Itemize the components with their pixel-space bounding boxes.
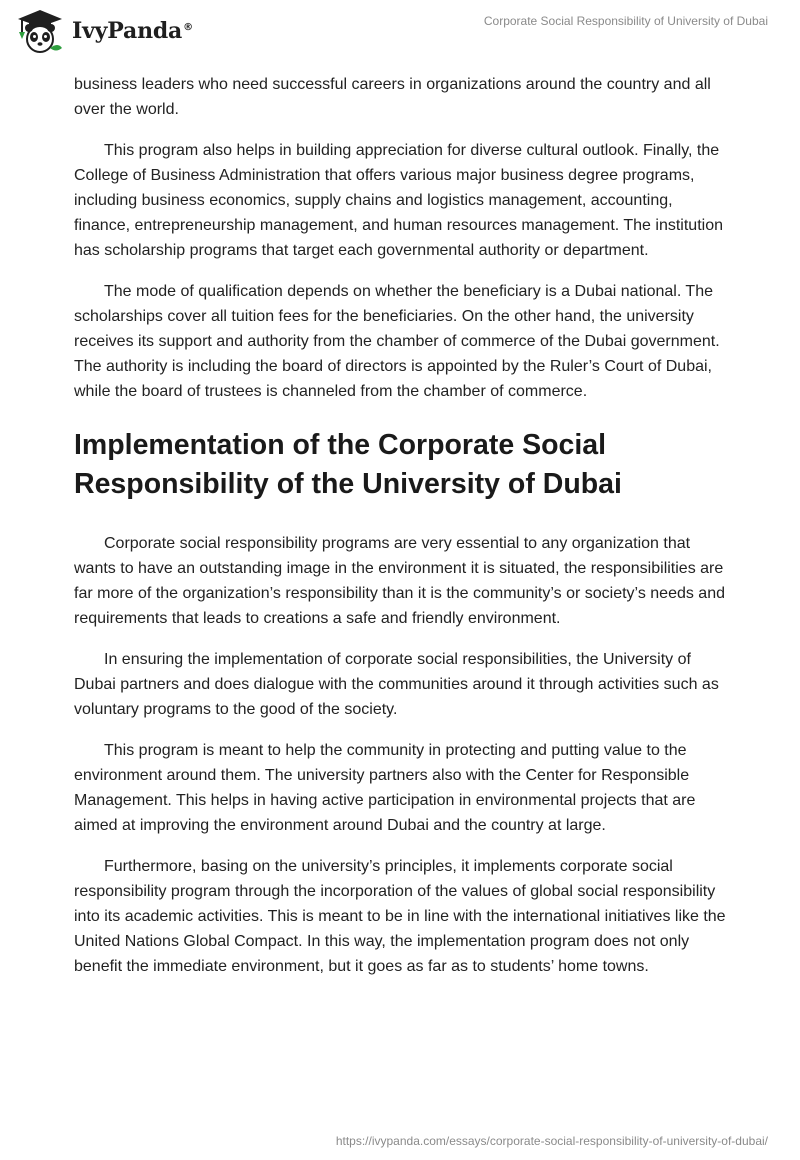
paragraph: This program also helps in building appreciation for diverse cultural outlook. Finally, the College of Business Administration that offers various major business degree programs, including business economics, supply chains and logistics management, accounting, finance, entrepreneurship management, and human resources management. The institution has scholarship programs that target each governmental authority or department. xyxy=(74,142,723,259)
panda-graduate-icon xyxy=(14,8,66,54)
paragraph: business leaders who need successful careers in organizations around the country and all over the world. xyxy=(74,76,711,118)
paragraph: This program is meant to help the community in protecting and putting value to the environment around them. The university partners also with the Center for Responsible Management. This helps in having active participation in environmental projects that are aimed at improving the environment around Dubai and the country at large. xyxy=(74,742,696,834)
page-header xyxy=(0,0,800,64)
paragraph: Corporate social responsibility programs are very essential to any organization that wants to have an outstanding image in the environment it is situated, the responsibilities are far more of the organization’s responsibility than it is the community’s or society’s needs and requirements that leads to creations a safe and friendly environment. xyxy=(74,535,725,627)
registered-mark: ® xyxy=(183,21,193,33)
source-url-link[interactable]: https://ivypanda.com/essays/corporate-social-responsibility-of-university-of-dubai/ xyxy=(335,1134,768,1148)
paragraph: The mode of qualification depends on whether the beneficiary is a Dubai national. The scholarships cover all tuition fees for the beneficiaries. On the other hand, the university receives its support and authority from the chamber of commerce of the Dubai government. The authority is including the board of directors is appointed by the Ruler’s Court of Dubai, while the board of trustees is channeled from the chamber of commerce. xyxy=(74,283,720,400)
document-title: Corporate Social Responsibility of University of Dubai xyxy=(483,14,768,28)
ivypanda-logo[interactable] xyxy=(14,8,193,54)
brand-name: IvyPanda® xyxy=(72,18,193,44)
section-heading: Implementation of the Corporate Social Responsibility of the University of Dubai xyxy=(74,429,622,500)
essay-content xyxy=(74,72,730,995)
paragraph: In ensuring the implementation of corporate social responsibilities, the University of Dubai partners and does dialogue with the communities around it through activities such as voluntary programs to the good of the society. xyxy=(74,651,719,718)
paragraph: Furthermore, basing on the university’s principles, it implements corporate social responsibility program through the incorporation of the values of global social responsibility into its academic activities. This is meant to be in line with the international initiatives like the United Nations Global Compact. In this way, the implementation program does not only benefit the immediate environment, but it goes as far as to students’ home towns. xyxy=(74,858,726,975)
